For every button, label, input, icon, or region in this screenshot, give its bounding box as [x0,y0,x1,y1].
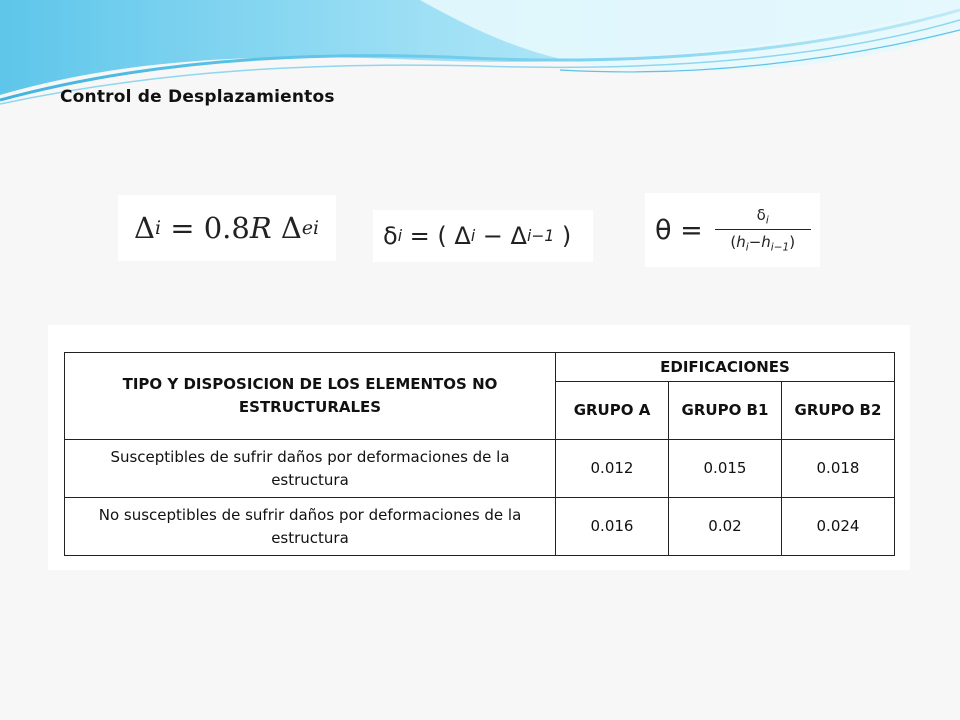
formula-2-minus: − Δ [475,222,527,250]
formula-amplified-displacement [118,195,336,261]
formula-3-den-h1: h [736,233,746,252]
formula-1-r: R [249,211,272,245]
formula-2-close: ) [554,222,572,250]
row-value-grupo-a: 0.016 [556,498,669,556]
formula-2-eq: = ( Δ [402,222,471,250]
formula-3-lhs: θ = [655,214,703,246]
slide-title: Control de Desplazamientos [60,87,335,107]
header-grupo-b1: GRUPO B1 [669,382,782,440]
formula-3-num-sub: i [765,214,769,227]
row-label: No susceptibles de sufrir daños por deformaciones de la estructura [65,498,556,556]
formula-3-fraction [715,206,811,254]
formula-3-num-symbol: δ [756,206,766,225]
formula-1-delta-sub: i [154,217,161,239]
header-edificaciones: EDIFICACIONES [556,353,895,382]
formula-1-eq: = 0.8 [160,211,250,245]
header-grupo-b2: GRUPO B2 [782,382,895,440]
formula-2-lhs-sub: i [397,227,403,245]
formula-3-den-close: ) [789,233,796,252]
table-row [65,440,895,498]
table-header-row-1 [65,353,895,382]
formula-3-den-open: ( [730,233,737,252]
formula-3-denominator [730,230,795,254]
row-label: Susceptibles de sufrir daños por deformaciones de la estructura [65,440,556,498]
formula-drift-ratio [645,193,820,267]
table-row [65,498,895,556]
row-value-grupo-b2: 0.024 [782,498,895,556]
formula-3-den-h2: −h [748,233,771,252]
formula-1-delta: Δ [134,211,155,245]
formula-3-den-h1-sub: i [745,241,749,254]
formula-2-b-sub: i−1 [526,227,555,245]
formula-2-a-sub: i [470,227,476,245]
formula-3-den-h2-sub: i−1 [770,241,790,254]
row-value-grupo-b1: 0.015 [669,440,782,498]
formula-1-delta-e: Δ [271,211,302,245]
formula-3-numerator [753,206,773,229]
header-element-type: TIPO Y DISPOSICION DE LOS ELEMENTOS NO ESTRUCTURALES [65,353,556,440]
row-value-grupo-a: 0.012 [556,440,669,498]
row-value-grupo-b1: 0.02 [669,498,782,556]
drift-limits-table [64,352,895,556]
row-value-grupo-b2: 0.018 [782,440,895,498]
formula-1-delta-e-sub: ei [301,217,320,239]
formula-2-lhs: δ [383,222,398,250]
header-grupo-a: GRUPO A [556,382,669,440]
formula-interstory-displacement [373,210,593,262]
